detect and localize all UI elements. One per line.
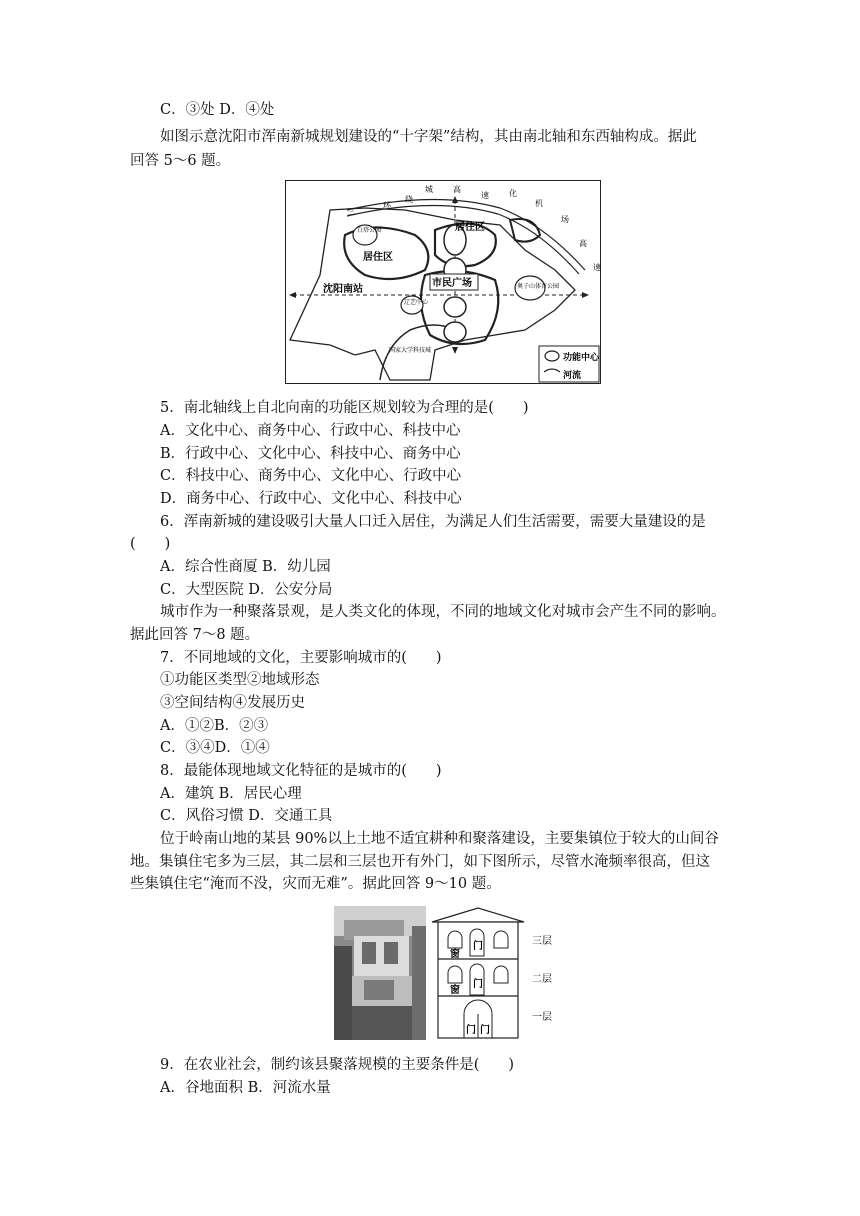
question-8-options-cd: C．风俗习惯 D．交通工具 [160,808,333,824]
window-label-2: 窗 [450,985,460,996]
question-5-option-d: D．商务中心、行政中心、文化中心、科技中心 [160,491,462,507]
legend-center-label: 功能中心 [563,353,600,363]
question-6: 6．浑南新城的建设吸引大量人口迁入居住，为满足人们生活需要，需要大量建设的是 [160,514,706,530]
passage-5-6-line1: 如图示意沈阳市浑南新城规划建设的“十字架”结构，其由南北轴和东西轴构成。据此 [160,129,697,145]
passage-5-6-line2: 回答 5～6 题。 [130,153,231,169]
question-7-items-2: ③空间结构④发展历史 [160,695,305,711]
floor-label-2: 二层 [532,974,552,985]
question-5: 5．南北轴线上自北向南的功能区规划较为合理的是( ) [160,400,529,416]
floor-label-3: 三层 [532,936,552,947]
residential-label-2: 居住区 [455,222,485,233]
option-line-c-d: C．③处 D．④处 [160,102,275,118]
civic-square-label: 市民广场 [432,278,472,289]
question-6-bracket: ( ) [130,536,171,552]
svg-text:城: 城 [425,185,433,194]
park-label: 白塔公园 [357,227,382,234]
station-label: 沈阳南站 [323,284,363,295]
question-5-option-b: B．行政中心、文化中心、科技中心、商务中心 [160,446,461,462]
function-center-3 [444,297,466,317]
svg-text:速: 速 [593,263,601,272]
question-5-option-a: A．文化中心、商务中心、行政中心、科技中心 [160,423,461,439]
hw-char-0: 三 [347,207,355,216]
city-plan-map [285,180,601,384]
legend-river-label: 河流 [563,371,582,381]
window-label-3: 窗 [450,949,460,960]
svg-text:机: 机 [535,199,543,208]
passage-7-8-line2: 据此回答 7～8 题。 [130,627,260,643]
question-6-options-ab: A．综合性商厦 B．幼儿园 [160,559,331,575]
university-label: 国家大学科技城 [389,347,432,354]
svg-text:环: 环 [383,201,391,210]
passage-9-10-line2: 地。集镇住宅多为三层，其二层和三层也开有外门，如下图所示，尽管水淹频率很高，但这 [130,854,710,870]
art-center-label: 辽艺中心 [404,299,429,306]
question-9: 9．在农业社会，制约该县聚落规模的主要条件是( ) [160,1057,515,1073]
question-7: 7．不同地域的文化，主要影响城市的( ) [160,650,442,666]
svg-text:高: 高 [579,239,587,248]
sports-park-label: 奥子山体育公园 [517,283,560,290]
svg-text:场: 场 [561,215,569,224]
passage-7-8-line1: 城市作为一种聚落景观，是人类文化的体现，不同的地域文化对城市会产生不同的影响。 [160,604,726,620]
question-7-options-ab: A．①②B．②③ [160,718,269,734]
question-8: 8．最能体现地域文化特征的是城市的( ) [160,763,442,779]
door-label-3: 门 [473,941,483,952]
residential-label-1: 居住区 [363,252,393,263]
floor-label-1: 一层 [532,1012,552,1023]
question-7-options-cd: C．③④D．①④ [160,740,270,756]
house-diagram [428,906,564,1040]
question-5-option-c: C．科技中心、商务中心、文化中心、行政中心 [160,468,462,484]
door-label-2: 门 [473,979,483,990]
question-8-options-ab: A．建筑 B．居民心理 [160,786,302,802]
svg-text:高: 高 [453,185,461,194]
question-6-options-cd: C．大型医院 D．公安分局 [160,582,333,598]
question-7-items-1: ①功能区类型②地域形态 [160,672,320,688]
house-photo [334,906,426,1040]
passage-9-10-line1: 位于岭南山地的某县 90%以上土地不适宜耕种和聚落建设，主要集镇位于较大的山间谷 [160,831,719,847]
function-center-4 [444,322,466,342]
passage-9-10-line3: 些集镇住宅“淹而不没，灾而无难”。据此回答 9～10 题。 [130,876,501,892]
question-9-options-ab: A．谷地面积 B．河流水量 [160,1080,331,1096]
svg-text:速: 速 [481,191,489,200]
door-label-1a: 门 [466,1025,476,1036]
svg-text:绕: 绕 [405,195,413,204]
svg-text:化: 化 [509,189,517,198]
door-label-1b: 门 [480,1025,490,1036]
